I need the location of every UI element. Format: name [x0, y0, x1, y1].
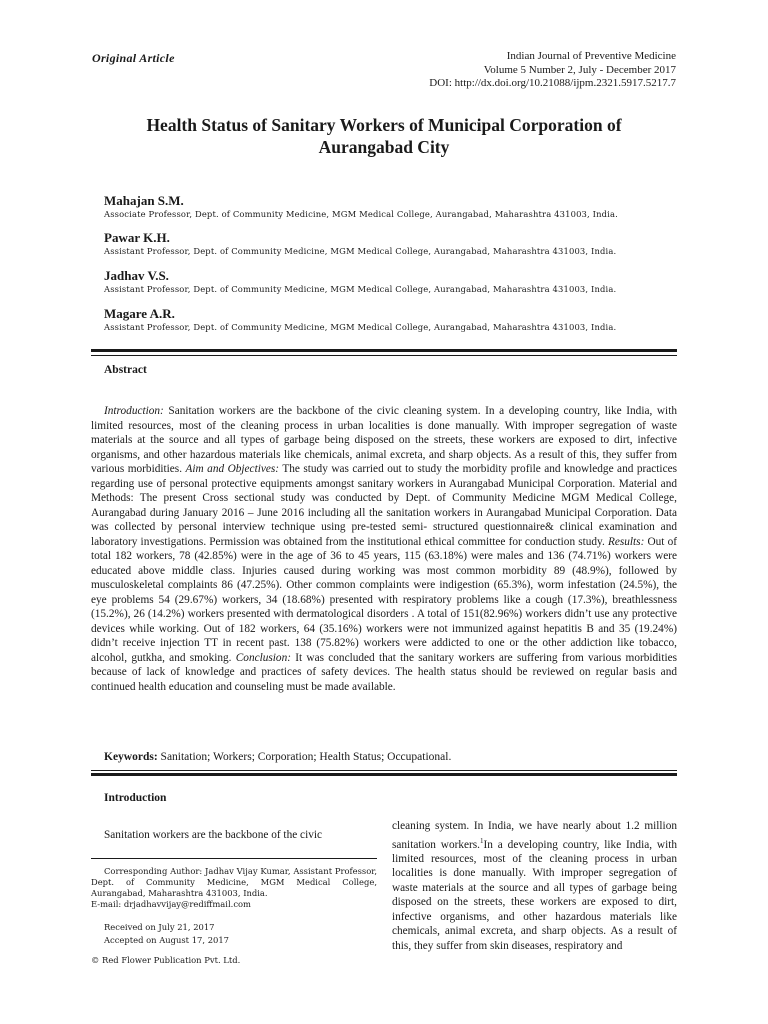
author-block	[104, 193, 684, 220]
introduction-left-text: Sanitation workers are the backbone of the civic	[104, 829, 323, 841]
title-line-1: Health Status of Sanitary Workers of Municipal Corporation of	[146, 115, 622, 135]
corresponding-text: Corresponding Author: Jadhav Vijay Kumar, Assistant Professor, Dept. of Community Medicine, MGM Medical College, Aurangabad, Maharashtra 431003, India.	[91, 866, 377, 898]
abstract-top-rule	[91, 349, 677, 352]
intro-text: Sanitation workers are the backbone of the civic cleaning system. In a developing country, like India, with limited resources, most of the cleaning process in urban localities is done manually. With improper segregation of waste materials at the source and all types of garbage being disposed on the streets, these workers are exposed to dirt, infective organisms, and other hazardous materials like chemicals, animal excreta, and sharp objects. As a result of this, they suffer from various morbidities.	[91, 405, 677, 475]
author-affiliation: Assistant Professor, Dept. of Community Medicine, MGM Medical College, Aurangabad, Maharashtra 431003, India.	[104, 322, 617, 332]
accepted-date: Accepted on August 17, 2017	[104, 935, 230, 945]
received-date: Received on July 21, 2017	[104, 922, 215, 932]
copyright-notice: © Red Flower Publication Pvt. Ltd.	[91, 955, 241, 965]
results-label: Results:	[607, 535, 645, 548]
doi-link[interactable]: DOI: http://dx.doi.org/10.21088/ijpm.2321.5917.5217.7	[429, 77, 676, 89]
author-affiliation: Associate Professor, Dept. of Community Medicine, MGM Medical College, Aurangabad, Maharashtra 431003, India.	[104, 209, 618, 219]
journal-name: Indian Journal of Preventive Medicine	[506, 50, 676, 62]
conclusion-text: It was concluded that the sanitary workers are suffering from various morbidities because of lack of knowledge and practices of safety devices. The health status should be reviewed on regular basis and continued health education and counseling must be made available.	[91, 651, 678, 693]
author-block	[104, 306, 684, 333]
author-block	[104, 268, 684, 295]
footnote-rule	[91, 858, 377, 859]
article-dates	[104, 921, 229, 947]
intro-right-b: In a developing country, like India, with limited resources, most of the cleaning process in urban localities is done manually. With improper segregation of waste materials at the source and all types of garbage being disposed on the streets, these workers are exposed to dirt, infective organisms, and other hazardous materials like chemicals, animal excreta, and sharp objects. As a result of this, they suffer from skin diseases, respiratory and	[392, 838, 677, 952]
author-name: Jadhav V.S.	[104, 268, 169, 283]
author-name: Magare A.R.	[104, 306, 175, 321]
aim-label: Aim and Objectives:	[185, 463, 280, 475]
abstract-bottom-rule	[91, 770, 677, 771]
abstract-body	[91, 404, 677, 694]
author-name: Mahajan S.M.	[104, 193, 184, 208]
keywords-line	[104, 751, 451, 763]
abstract-top-rule-thin	[91, 355, 677, 356]
corresponding-email[interactable]: E-mail: drjadhavvijay@rediffmail.com	[91, 899, 251, 909]
corresponding-author	[91, 866, 377, 910]
conclusion-label: Conclusion:	[235, 651, 291, 664]
abstract-heading: Abstract	[104, 364, 147, 376]
keywords-text: Sanitation; Workers; Corporation; Health Status; Occupational.	[157, 751, 452, 763]
keywords-label: Keywords:	[104, 751, 158, 763]
author-block	[104, 230, 684, 257]
intro-right-a: cleaning system. In India, we have nearly about 1.2 million sanitation workers.	[392, 820, 677, 851]
journal-info	[429, 50, 676, 91]
author-affiliation: Assistant Professor, Dept. of Community Medicine, MGM Medical College, Aurangabad, Maharashtra 431003, India.	[104, 284, 617, 294]
journal-volume: Volume 5 Number 2, July - December 2017	[483, 63, 676, 76]
aim-text: The study was carried out to study the morbidity profile and knowledge and practices regarding use of personal protective equipments amongst sanitary workers in Aurangabad Municipal Corporation. Material and Methods: The present Cross sectional study was conducted by Dept. of Community Medicine MGM Medical College, Aurangabad during January 2016 – June 2016 including all the sanitation workers in Aurangabad Municipal Corporation. Data was collected by personal interview technique using pre-tested semi- structured questionnaire& clinical examination and laboratory investigations. Permission was obtained from the institutional ethical committee for conduction study.	[91, 463, 677, 548]
results-text: Out of total 182 workers, 78 (42.85%) were in the age of 36 to 45 years, 115 (63.18%) were males and 136 (74.71%) workers were educated above middle class. Injuries caused during working was most common morbidity 89 (48.9%), followed by musculoskeletal complaints 86 (47.25%). Other common complaints were indigestion (65.3%), worm infestation (24.5%), the eye problems 54 (29.67%) workers, 34 (18.68%) presented with respiratory problems like a cough (17.3%), breathlessness (15.2%), 26 (14.2%) workers presented with dermatological disorders . A total of 151(82.96%) workers didn’t use any protective devices while working. Out of 182 workers, 64 (35.16%) workers were not immunized against hepatitis B and 35 (19.24%) didn’t receive injection TT in recent past. 138 (75.82%) workers were addicted to one or the other addiction like tobacco, alcohol, gutkha, and smoking.	[91, 535, 677, 664]
title-line-2: Aurangabad City	[318, 137, 450, 157]
citation-superscript: 1	[480, 836, 484, 845]
introduction-heading: Introduction	[104, 792, 167, 804]
introduction-right-text	[392, 819, 677, 953]
author-name: Pawar K.H.	[104, 230, 170, 245]
article-type-tag: Original Article	[92, 51, 175, 65]
abstract-bottom-rule-thick	[91, 773, 677, 776]
author-affiliation: Assistant Professor, Dept. of Community Medicine, MGM Medical College, Aurangabad, Maharashtra 431003, India.	[104, 246, 617, 256]
intro-label: Introduction:	[104, 405, 164, 417]
paper-title	[90, 114, 678, 158]
